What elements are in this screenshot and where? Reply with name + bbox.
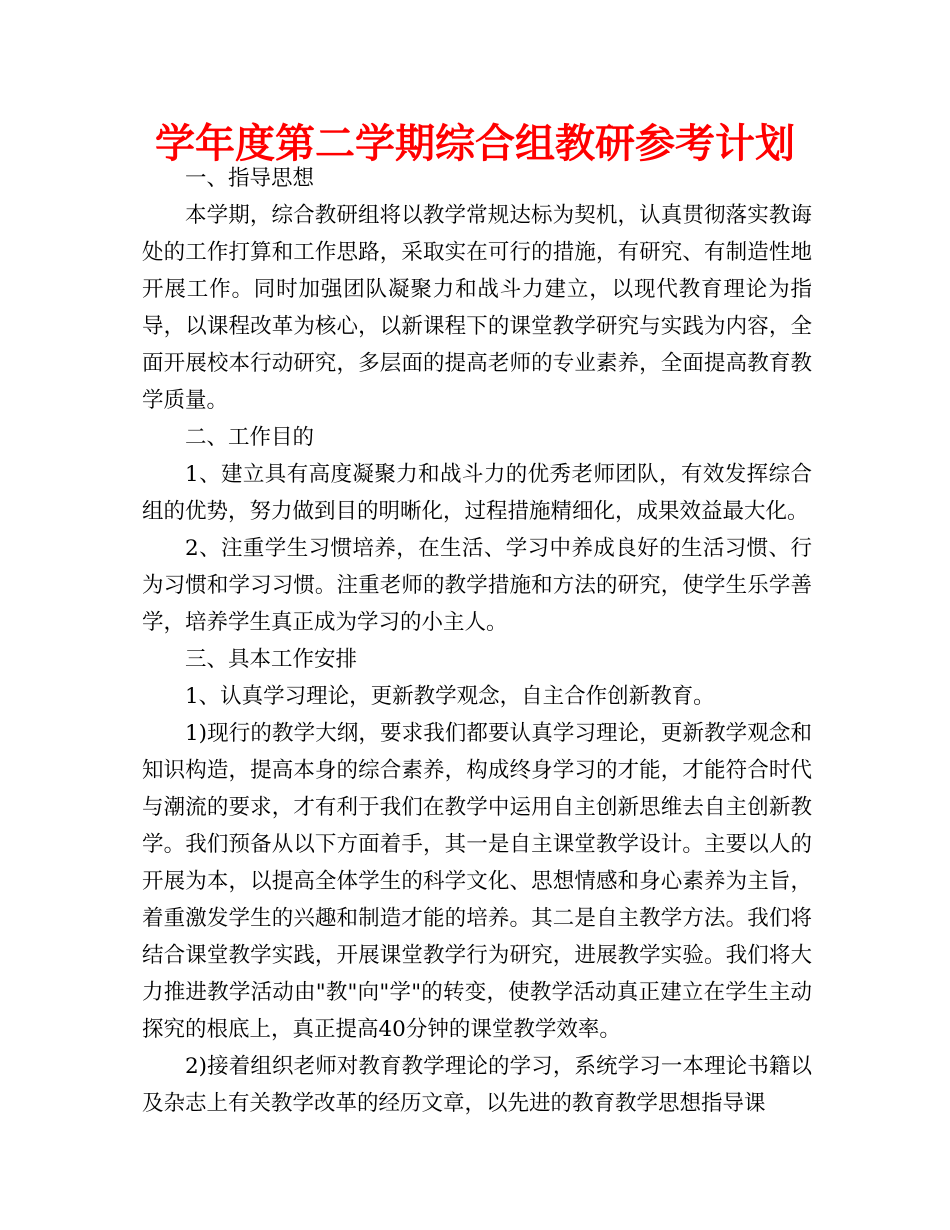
section-heading-guiding-ideology: 一、指导思想 <box>185 166 315 191</box>
paragraph-arrangement-1: 1、认真学习理论，更新教学观念，自主合作创新教育。 <box>185 684 715 709</box>
paragraph-arrangement-1-1: 1)现行的教学大纲，要求我们都要认真学习理论，更新教学观念和知识构造，提高本身的综合素养，构成终身学习的才能，才能符合时代与潮流的要求，才有利于我们在教学中运用自主创新思维去自主创新教学。我们预备从以下方面着手，其一是自主课堂教学设计。主要以人的开展为本，以提高全体学生的科学文化、思想情感和身心素养为主旨，着重激发学生的兴趣和制造才能的培养。其二是自主教学方法。我们将结合课堂教学实践，开展课堂教学行为研究，进展教学实验。我们将大力推进教学活动由"教"向"学"的转变，使教学活动真正建立在学生主动探究的根底上，真正提高40分钟的课堂教学效率。 <box>142 721 812 1042</box>
section-heading-work-arrangement: 三、具本工作安排 <box>185 647 358 672</box>
paragraph-goal-1: 1、建立具有高度凝聚力和战斗力的优秀老师团队，有效发挥综合组的优势，努力做到目的明晰化，过程措施精细化，成果效益最大化。 <box>142 462 812 524</box>
paragraph-goal-2: 2、注重学生习惯培养，在生活、学习中养成良好的生活习惯、行为习惯和学习习惯。注重老师的教学措施和方法的研究，使学生乐学善学，培养学生真正成为学习的小主人。 <box>142 536 812 635</box>
document-body <box>142 160 812 1122</box>
section-heading-work-goals: 二、工作目的 <box>185 425 315 450</box>
paragraph-guiding-ideology: 本学期，综合教研组将以教学常规达标为契机，认真贯彻落实教诲处的工作打算和工作思路，采取实在可行的措施，有研究、有制造性地开展工作。同时加强团队凝聚力和战斗力建立，以现代教育理论为指导，以课程改革为核心，以新课程下的课堂教学研究与实践为内容，全面开展校本行动研究，多层面的提高老师的专业素养，全面提高教育教学质量。 <box>142 203 812 413</box>
paragraph-arrangement-1-2: 2)接着组织老师对教育教学理论的学习，系统学习一本理论书籍以及杂志上有关教学改革的经历文章，以先进的教育教学思想指导课 <box>142 1054 812 1116</box>
document-title: 学年度第二学期综合组教研参考计划 <box>155 121 795 167</box>
